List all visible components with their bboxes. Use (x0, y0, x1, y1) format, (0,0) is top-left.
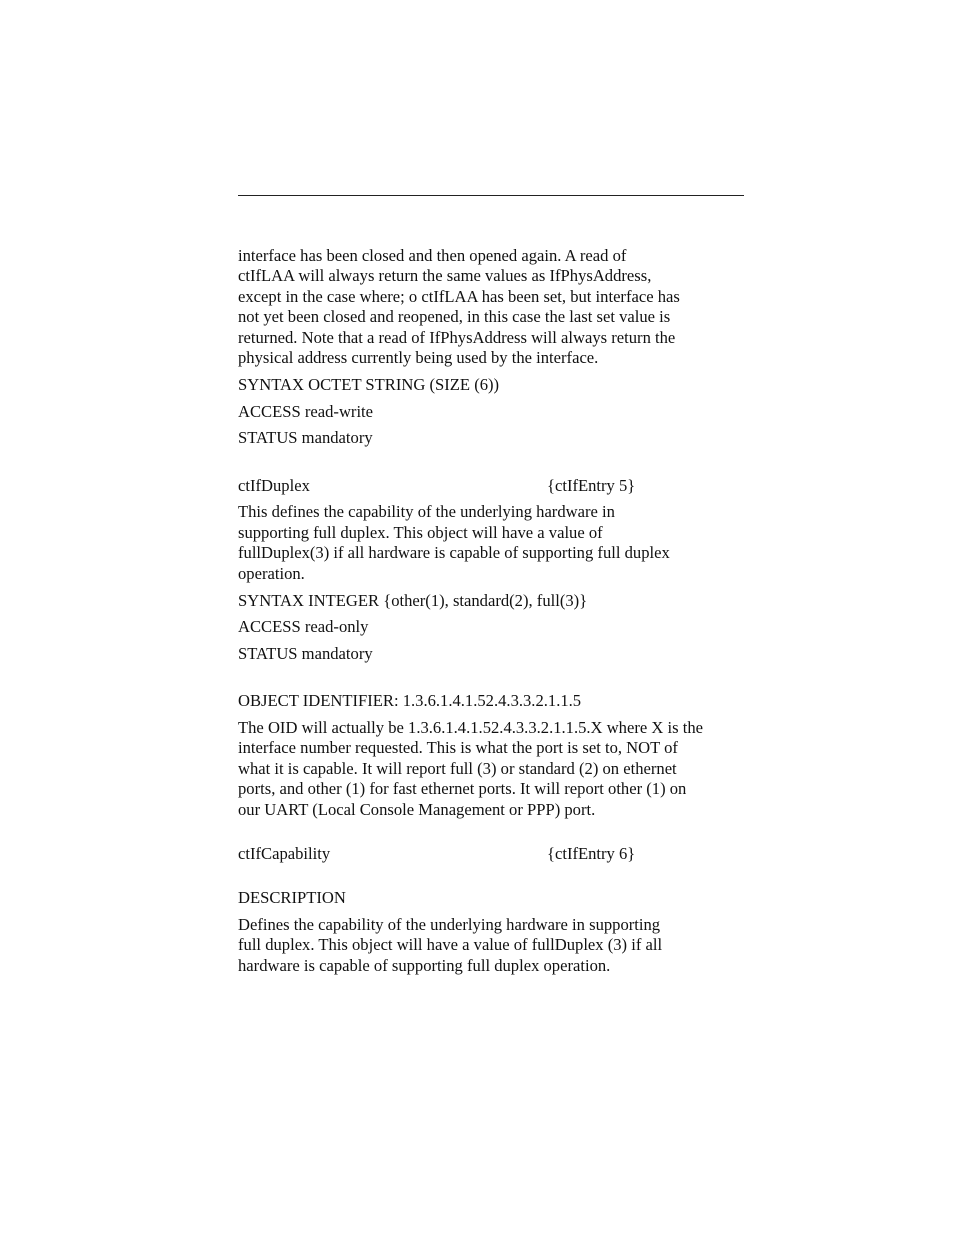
duplex-spec-block (238, 588, 748, 668)
laa-spec-block (238, 372, 748, 452)
object-identifier: OBJECT IDENTIFIER: 1.3.6.1.4.1.52.4.3.3.2.1.1.5 (238, 691, 582, 711)
text-line: interface number requested. This is what the port is set to, NOT of (238, 738, 678, 758)
text-line: operation. (238, 563, 305, 583)
text-line: except in the case where; o ctIfLAA has been set, but interface has (238, 286, 680, 306)
text-line: interface has been closed and then opened again. A read of (238, 246, 627, 265)
text-line: not yet been closed and reopened, in this case the last set value is (238, 307, 671, 327)
text-line: hardware is capable of supporting full duplex operation. (238, 955, 611, 975)
text-line: returned. Note that a read of IfPhysAddress will always return the (238, 327, 676, 347)
object-name: ctIfDuplex (238, 475, 310, 495)
text-line: ctIfLAA will always return the same values as IfPhysAddress, (238, 266, 652, 286)
access-line: ACCESS read-only (238, 617, 369, 637)
object-oid-ref: {ctIfEntry 6} (547, 843, 636, 863)
text-line: full duplex. This object will have a value of fullDuplex (3) if all (238, 935, 663, 955)
intro-paragraph (238, 246, 748, 368)
text-line: our UART (Local Console Management or PPP) port. (238, 799, 596, 819)
text-line: supporting full duplex. This object will have a value of (238, 522, 603, 542)
text-line: The OID will actually be 1.3.6.1.4.1.52.4.3.3.2.1.1.5.X where X is the (238, 717, 703, 737)
text-line: This defines the capability of the underlying hardware in (238, 502, 615, 522)
text-line: ports, and other (1) for fast ethernet ports. It will report other (1) on (238, 779, 687, 799)
capability-heading (238, 844, 748, 864)
status-line: STATUS mandatory (238, 428, 373, 448)
capability-description (238, 915, 748, 976)
text-line: fullDuplex(3) if all hardware is capable of supporting full duplex (238, 543, 670, 563)
oid-note (238, 718, 748, 820)
description-label: DESCRIPTION (238, 888, 346, 908)
page-body (238, 246, 748, 976)
duplex-heading (238, 476, 748, 496)
syntax-line: SYNTAX OCTET STRING (SIZE (6)) (238, 375, 500, 395)
object-oid-ref: {ctIfEntry 5} (547, 475, 636, 495)
duplex-description (238, 502, 748, 584)
syntax-line: SYNTAX INTEGER {other(1), standard(2), full(3)} (238, 590, 588, 610)
access-line: ACCESS read-write (238, 401, 374, 421)
text-line: what it is capable. It will report full (3) or standard (2) on ethernet (238, 758, 677, 778)
object-name: ctIfCapability (238, 843, 331, 863)
status-line: STATUS mandatory (238, 643, 373, 663)
text-line: Defines the capability of the underlying hardware in supporting (238, 914, 661, 934)
text-line: physical address currently being used by the interface. (238, 348, 599, 368)
header-rule (238, 195, 744, 196)
